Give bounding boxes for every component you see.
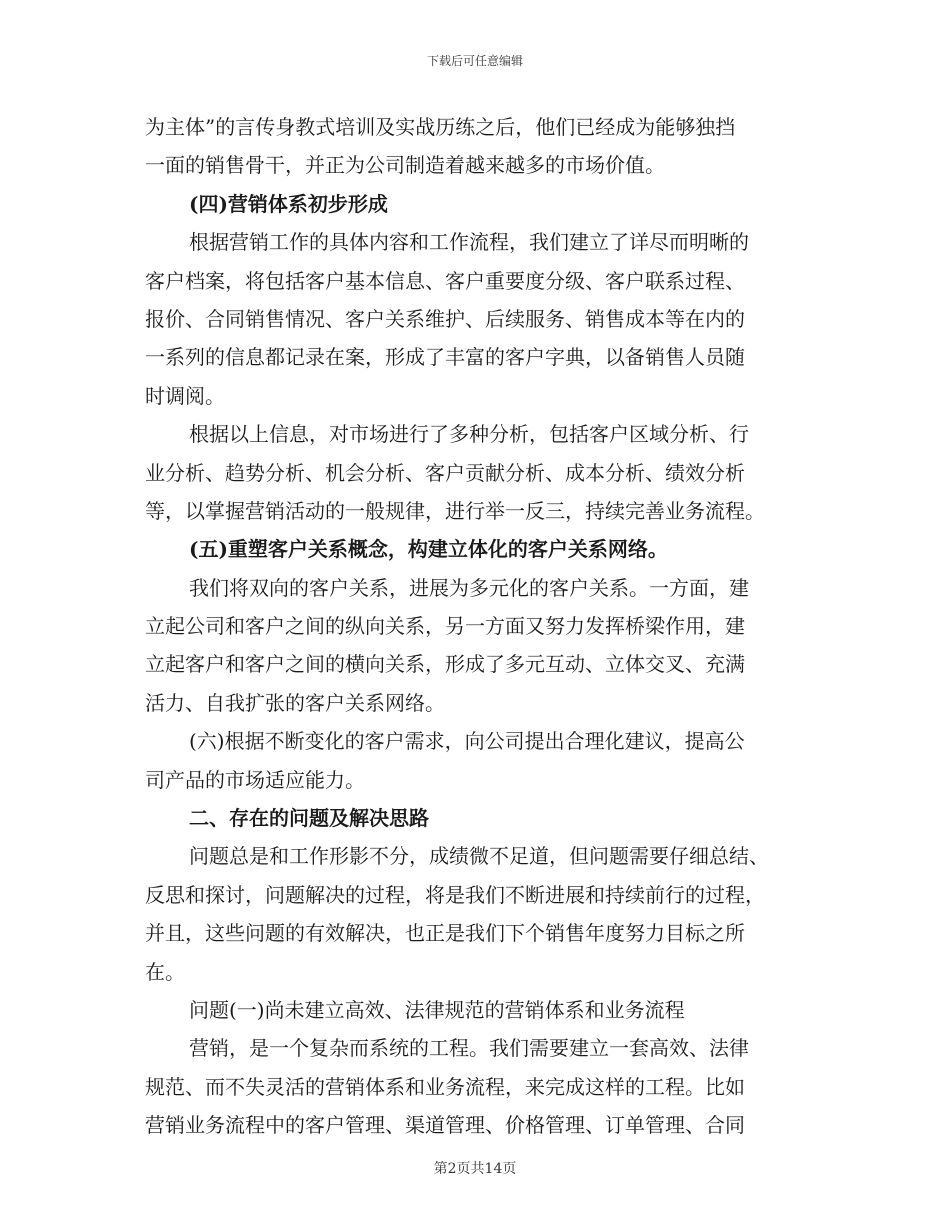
paragraph-line: 反思和探讨，问题解决的过程，将是我们不断进展和持续前行的过程，: [145, 882, 765, 907]
paragraph-line: 客户档案，将包括客户基本信息、客户重要度分级、客户联系过程、: [145, 268, 745, 293]
document-body: [145, 108, 807, 1145]
paragraph-line: 营销，是一个复杂而系统的工程。我们需要建立一套高效、法律: [189, 1036, 749, 1061]
paragraph-line: 根据以上信息，对市场进行了多种分析，包括客户区域分析、行: [189, 422, 749, 447]
paragraph-line: 为主体”的言传身教式培训及实战历练之后，他们已经成为能够独挡: [145, 115, 736, 139]
section-heading-line: (四)营销体系初步形成: [189, 191, 388, 216]
paragraph-line: 在。: [145, 959, 185, 984]
paragraph-line: 报价、合同销售情况、客户关系维护、后续服务、销售成本等在内的: [145, 306, 745, 331]
paragraph-line: 业分析、趋势分析、机会分析、客户贡献分析、成本分析、绩效分析: [145, 460, 745, 485]
paragraph-line: 时调阅。: [145, 383, 225, 408]
paragraph-line: 司产品的市场适应能力。: [145, 767, 365, 792]
page-number-footer: 第2页共14页: [433, 1161, 517, 1177]
paragraph-line: 等，以掌握营销活动的一般规律，进行举一反三，持续完善业务流程。: [145, 498, 765, 523]
paragraph-line: 并且，这些问题的有效解决，也正是我们下个销售年度努力目标之所: [145, 921, 745, 946]
paragraph-line: 规范、而不失灵活的营销体系和业务流程，来完成这样的工程。比如: [145, 1074, 745, 1099]
paragraph-line: 我们将双向的客户关系，进展为多元化的客户关系。一方面，建: [189, 575, 749, 600]
paragraph-line: 一面的销售骨干，并正为公司制造着越来越多的市场价值。: [145, 153, 665, 178]
paragraph-line: 根据营销工作的具体内容和工作流程，我们建立了详尽而明晰的: [189, 230, 749, 255]
paragraph-line: 活力、自我扩张的客户关系网络。: [145, 690, 445, 715]
paragraph-line: 问题(一)尚未建立高效、法律规范的营销体系和业务流程: [189, 997, 685, 1022]
paragraph-line: (六)根据不断变化的客户需求，向公司提出合理化建议，提高公: [189, 729, 745, 754]
paragraph-line: 营销业务流程中的客户管理、渠道管理、价格管理、订单管理、合同: [145, 1113, 745, 1138]
section-heading-line: 二、存在的问题及解决思路: [189, 806, 429, 831]
section-heading-line: (五)重塑客户关系概念，构建立体化的客户关系网络。: [189, 537, 668, 562]
paragraph-line: 一系列的信息都记录在案，形成了丰富的客户字典，以备销售人员随: [145, 345, 745, 370]
paragraph-line: 问题总是和工作形影不分，成绩微不足道，但问题需要仔细总结、: [189, 844, 769, 869]
page-header-note: 下载后可任意编辑: [426, 54, 523, 68]
paragraph-line: 立起客户和客户之间的横向关系，形成了多元互动、立体交叉、充满: [145, 652, 745, 677]
paragraph-line: 立起公司和客户之间的纵向关系，另一方面又努力发挥桥梁作用，建: [145, 614, 745, 639]
